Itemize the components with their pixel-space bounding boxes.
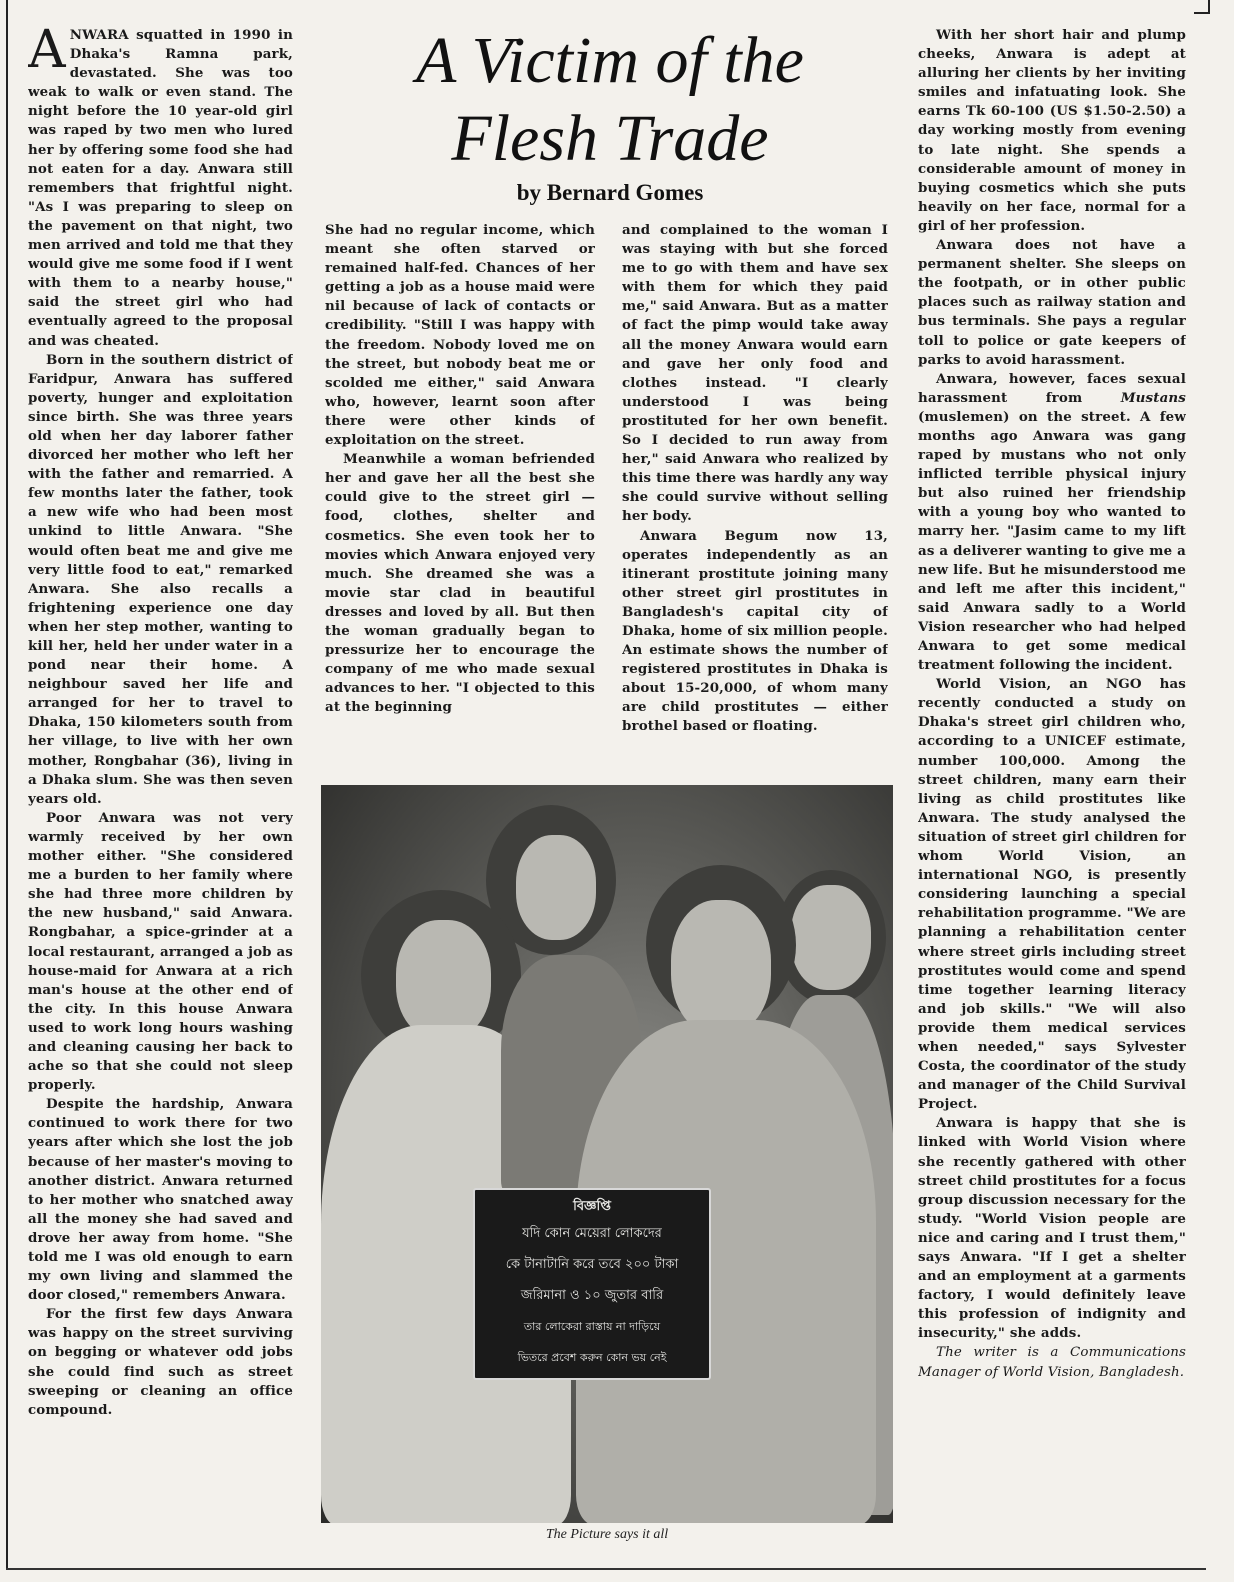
paragraph: Anwara does not have a permanent shelter. She sleeps on the footpath, or in other public places such as railway station and bus terminals. She pays a regular toll to police or gate keepers of parks to avoid harassment. <box>918 237 1186 368</box>
sign-line: বিজ্ঞপ্তি <box>573 1199 611 1214</box>
top-corner-rule <box>1194 0 1210 14</box>
photo-caption: The Picture says it all <box>545 1527 669 1542</box>
paragraph: Meanwhile a woman befriended her and gave her all the best she could give to the street girl — food, clothes, shelter and cosmetics. She even took her to movies which Anwara enjoyed very much. She dreamed she was a movie star clad in beautiful dresses and loved by all. But then the woman gradually began to pressurize her to encourage the company of me who made sexual advances to her. "I objected to this at the beginning <box>325 451 595 716</box>
sign-line: কে টানাটানি করে তবে ২০০ টাকা <box>505 1257 679 1272</box>
article-column-3 <box>622 221 888 776</box>
bengali-notice-sign <box>473 1188 711 1380</box>
paragraph: Anwara is happy that she is linked with World Vision where she recently gathered with other street child prostitutes for a focus group discussion necessary for the study. "World Vision people are nice and caring and I trust them," says Anwara. "If I get a shelter and an employment at a garments factory, I would definitely leave this profession of indignity and insecurity," she adds. <box>918 1115 1186 1342</box>
paragraph: Anwara Begum now 13, operates independently as an itinerant prostitute joining many other street girl prostitutes in Bangladesh's capital city of Dhaka, home of six million people. An estimate shows the number of registered prostitutes in Dhaka is about 15-20,000, of whom many are child prostitutes — either brothel based or floating. <box>622 527 888 735</box>
lead-paragraph: ANWARA squatted in 1990 in Dhaka's Ramna park, devastated. She was too weak to walk or even stand. The night before the 10 year-old girl was raped by two men who lured her by offering some food she had not eaten for a day. Anwara still remembers that frightful night. "As I was preparing to sleep on the pavement on that night, two men arrived and told me that they would give me some food if I went with them to a nearby house," said the street girl who had eventually agreed to the proposal and was cheated. <box>28 26 293 349</box>
paragraph: Born in the southern district of Faridpur, Anwara has suffered poverty, hunger and exploitation since birth. She was three years old when her day laborer father divorced her mother who left her with the father and remarried. A few months later the father, took a new wife who had been most unkind to little Anwara. "She would often beat me and give me very little food to eat," remarked Anwara. She also recalls a frightening experience one day when her step mother, wanting to kill her, held her under water in a pond near their home. A neighbour saved her life and arranged for her to travel to Dhaka, 150 kilometers south from her village, to live with her own mother, Rongbahar (36), living in a Dhaka slum. She was then seven years old. <box>28 351 293 807</box>
paragraph: and complained to the woman I was staying with but she forced me to go with them and have sex with them for which they paid me," said Anwara. But as a matter of fact the pimp would take away all the money Anwara would earn and gave her only food and clothes instead. "I clearly understood I was being prostituted for her own benefit. So I decided to run away from her," said Anwara who realized by this time there was hardly any way she could survive without selling her body. <box>622 222 888 525</box>
headline-line-1: A Victim of the <box>416 24 804 97</box>
paragraph: With her short hair and plump cheeks, Anwara is adept at alluring her clients by her inviting smiles and infatuating look. She earns Tk 60-100 (US $1.50-2.50) a day working mostly from evening to late night. She spends a considerable amount of money in buying cosmetics which she puts heavily on her face, normal for a girl of her profession. <box>918 27 1186 234</box>
paragraph: Anwara, however, faces sexual harassment from Mustans (muslemen) on the street. A few months ago Anwara was gang raped by mustans who not only inflicted terrible physical injury but also ruined her friendship with a young boy who wanted to marry her. "Jasim came to my lift as a deliverer wanting to give me a new life. But he misunderstood me and left me after this incident," said Anwara sadly to a World Vision researcher who had helped Anwara to get some medical treatment following the incident. <box>918 370 1186 674</box>
paragraph: Poor Anwara was not very warmly received by her own mother either. "She considered me a burden to her family where she had three more children by the new husband," said Anwara. Rongbahar, a spice-grinder at a local restaurant, arranged a job as house-maid for Anwara at a rich man's house at the other end of the city. In this house Anwara used to work long hours washing and cleaning causing her back to ache so that she could not sleep properly. <box>28 809 293 1094</box>
paragraph: World Vision, an NGO has recently conducted a study on Dhaka's street girl children who, according to a UNICEF estimate, number 100,000. Among the street children, many earn their living as child prostitutes like Anwara. The study analysed the situation of street girl children for whom World Vision, an international NGO, is presently considering launching a special rehabilitation programme. "We are planning a rehabilitation center where street girls including street prostitutes would come and spend time together learning literacy and job skills." "We will also provide them medical services when needed," says Sylvester Costa, the coordinator of the study and manager of the Child Survival Project. <box>918 676 1186 1113</box>
article-column-1 <box>28 26 293 1566</box>
drop-cap: A <box>28 26 66 80</box>
sign-line: যদি কোন মেয়েরা লোকদের <box>522 1226 662 1241</box>
paragraph: Despite the hardship, Anwara continued to work there for two years after which she lost the job because of her master's moving to another district. Anwara returned to her mother who snatched away all the money she had saved and drove her away from home. "She told me I was old enough to earn my own living and slammed the door closed," remembers Anwara. <box>28 1096 293 1304</box>
article-photo <box>321 785 893 1523</box>
bottom-border-rule <box>6 1568 1206 1570</box>
paragraph: She had no regular income, which meant she often starved or remained half-fed. Chances of her getting a job as a house maid were nil because of lack of contacts or credibility. "Still I was happy with the freedom. Nobody loved me on the street, but nobody beat me or scolded me either," said Anwara who, however, learnt soon after there were other kinds of exploitation on the street. <box>325 222 595 449</box>
sign-line: জরিমানা ও ১০ জুতার বারি <box>520 1288 664 1303</box>
article-column-2 <box>325 221 595 776</box>
article-headline <box>330 22 890 178</box>
paragraph: For the first few days Anwara was happy on the street surviving on begging or whatever odd jobs she could find such as street sweeping or cleaning an office compound. <box>28 1306 293 1418</box>
italic-term: Mustans <box>1120 389 1186 406</box>
sign-line: তার লোকেরা রাস্তায় না দাড়িয়ে <box>523 1320 661 1333</box>
sign-line: ভিতরে প্রবেশ করুন কোন ভয় নেই <box>517 1351 667 1364</box>
author-credit: The writer is a Communications Manager of World Vision, Bangladesh. <box>918 1345 1186 1380</box>
article-column-4 <box>918 26 1186 1556</box>
left-border-rule <box>6 0 8 1570</box>
headline-line-2: Flesh Trade <box>451 102 769 175</box>
byline: by Bernard Gomes <box>516 180 704 205</box>
